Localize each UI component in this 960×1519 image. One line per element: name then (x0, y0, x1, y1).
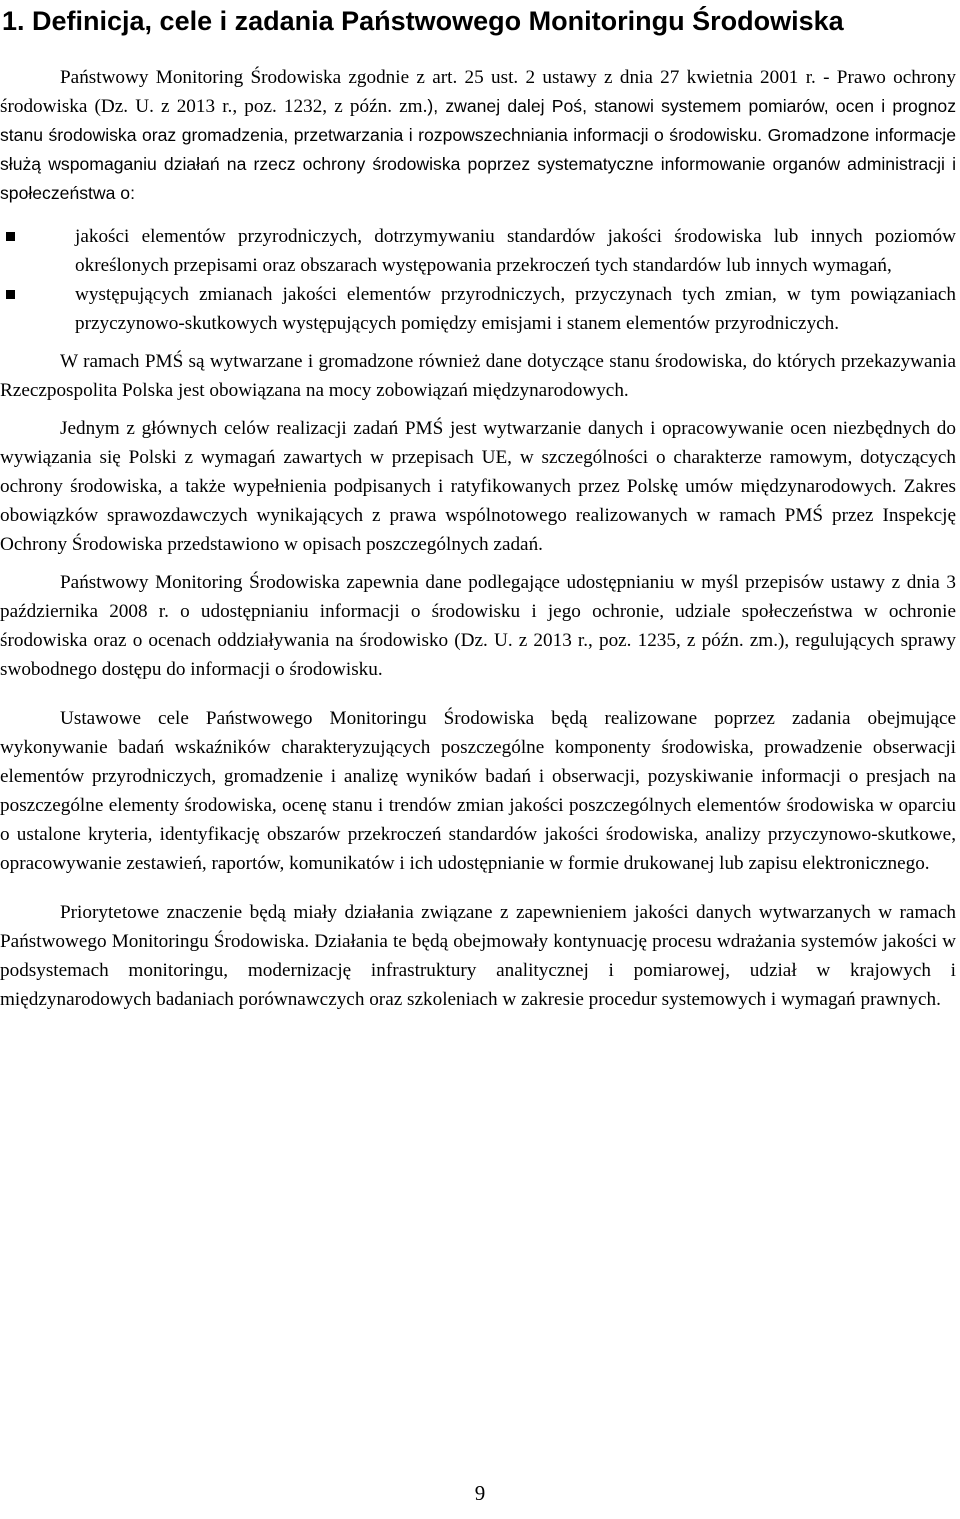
list-item (0, 222, 956, 280)
square-bullet-icon (6, 232, 15, 241)
section-heading: 1. Definicja, cele i zadania Państwowego Monitoringu Środowiska (2, 6, 844, 36)
intro-text-part2: ), zwanej dalej Poś, stanowi systemem pomiarów, ocen i prognoz stanu środowiska oraz gromadzenia, przetwarzania i rozpowszechniania informacji o środowisku. Gromadzone informacje służą wspomaganiu działań na rzecz ochrony środowiska poprzez systematyczne informowanie organów administracji i społeczeństwa o: (0, 96, 956, 203)
paragraph-international-obligations: W ramach PMŚ są wytwarzane i gromadzone również dane dotyczące stanu środowiska, do których przekazywania Rzeczpospolita Polska jest obowiązana na mocy zobowiązań międzynarodowych. (0, 351, 956, 401)
page-number: 9 (474, 1481, 486, 1505)
list-item-text: występujących zmianach jakości elementów przyrodniczych, przyczynach tych zmian, w tym powiązaniach przyczynowo-skutkowych występujących pomiędzy emisjami i stanem elementów przyrodniczych. (75, 284, 956, 334)
bullet-list (0, 222, 956, 338)
paragraph-quality-priority: Priorytetowe znaczenie będą miały działania związane z zapewnieniem jakości danych wytwarzanych w ramach Państwowego Monitoringu Środowiska. Działania te będą obejmowały kontynuację procesu wdrażania systemów jakości w podsystemach monitoringu, modernizację infrastruktury analitycznej i pomiarowej, udział w krajowych i międzynarodowych badaniach porównawczych oraz szkoleniach w zakresie procedur systemowych i wymagań prawnych. (0, 902, 956, 1010)
paragraph-statutory-goals: Ustawowe cele Państwowego Monitoringu Środowiska będą realizowane poprzez zadania obejmujące wykonywanie badań wskaźników charakteryzujących poszczególne komponenty środowiska, prowadzenie obserwacji elementów przyrodniczych, gromadzenie i analizę wyników badań i obserwacji, pozyskiwanie informacji o presjach na poszczególne elementy środowiska, ocenę stanu i trendów zmian jakości poszczególnych elementów środowiska w oparciu o ustalone kryteria, identyfikację obszarów przekroczeń standardów jakości środowiska, analizy przyczynowo-skutkowe, opracowywanie zestawień, raportów, komunikatów i ich udostępnianie w formie drukowanej lub zapisu elektronicznego. (0, 708, 956, 874)
document-body (0, 63, 956, 1014)
paragraph-eu-requirements: Jednym z głównych celów realizacji zadań PMŚ jest wytwarzanie danych i opracowywanie ocen niezbędnych do wywiązania się Polski z wymagań zawartych w przepisach UE, w szczególności o charakterze ramowym, dotyczących ochrony środowiska, a także wypełnienia podpisanych i ratyfikowanych przez Polskę umów międzynarodowych. Zakres obowiązków sprawozdawczych wynikających z prawa wspólnotowego realizowanych w ramach PMŚ przez Inspekcję Ochrony Środowiska przedstawiono w opisach poszczególnych zadań. (0, 418, 956, 555)
intro-text-part1: Państwowy Monitoring Środowiska zgodnie z art. 25 ust. 2 ustawy z dnia 27 kwietnia 2001 r. - Prawo ochrony środowiska (Dz. U. z 2013 r., poz. 1232, z późn. zm. (0, 67, 956, 117)
intro-paragraph (0, 63, 956, 208)
list-item (0, 280, 956, 338)
square-bullet-icon (6, 290, 15, 299)
paragraph-data-access: Państwowy Monitoring Środowiska zapewnia dane podlegające udostępnianiu w myśl przepisów ustawy z dnia 3 października 2008 r. o udostępnianiu informacji o środowisku i jego ochronie, udziale społeczeństwa w ochronie środowiska oraz o ocenach oddziaływania na środowisko (Dz. U. z 2013 r., poz. 1235, z późn. zm.), regulujących sprawy swobodnego dostępu do informacji o środowisku. (0, 572, 956, 680)
list-item-text: jakości elementów przyrodniczych, dotrzymywaniu standardów jakości środowiska lub innych poziomów określonych przepisami oraz obszarach występowania przekroczeń tych standardów lub innych wymagań, (75, 226, 956, 276)
